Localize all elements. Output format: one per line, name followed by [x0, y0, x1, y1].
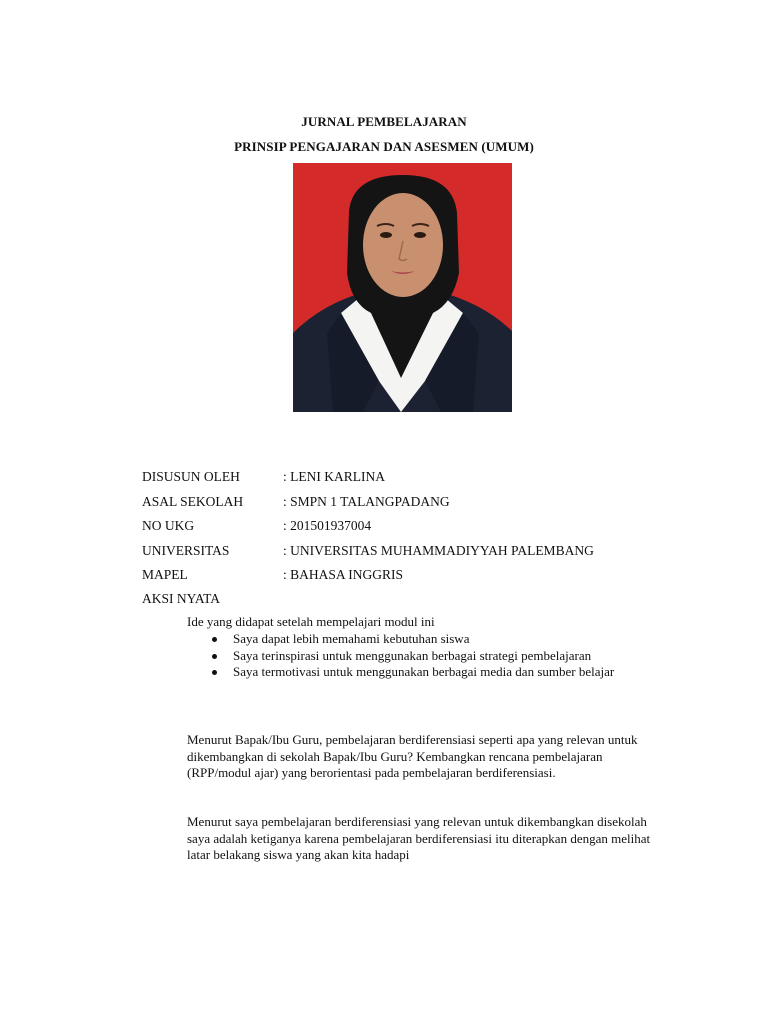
info-label: DISUSUN OLEH: [142, 469, 240, 484]
info-label: NO UKG: [142, 518, 195, 533]
list-item-text: Saya termotivasi untuk menggunakan berbagai media dan sumber belajar: [233, 664, 615, 679]
bullet-icon: [212, 670, 217, 675]
info-value: : UNIVERSITAS MUHAMMADIYYAH PALEMBANG: [283, 542, 594, 558]
question-paragraph: Menurut Bapak/Ibu Guru, pembelajaran berdiferensiasi seperti apa yang relevan untuk dikembangkan di sekolah Bapak/Ibu Guru? Kembangkan rencana pembelajaran (RPP/modul ajar) yang berorientasi pada pembelajaran berdiferensiasi.: [187, 732, 638, 780]
info-label: ASAL SEKOLAH: [142, 493, 244, 509]
info-value: : LENI KARLINA: [283, 469, 385, 484]
bullet-icon: [212, 654, 217, 659]
list-item: [187, 664, 647, 681]
profile-photo: [293, 163, 512, 412]
info-value: : BAHASA INGGRIS: [283, 567, 404, 582]
list-item: [187, 631, 647, 648]
list-item: [187, 648, 647, 665]
info-value: : 201501937004: [283, 518, 372, 533]
answer-paragraph: Menurut saya pembelajaran berdiferensiasi yang relevan untuk dikembangkan disekolah saya adalah ketiganya karena pembelajaran berdiferensiasi itu diterapkan dengan melihat latar belakang siswa yang akan kita hadapi: [187, 814, 651, 862]
idea-list: [187, 631, 647, 681]
intro-text: Ide yang didapat setelah mempelajari modul ini: [187, 614, 435, 629]
document-subtitle: PRINSIP PENGAJARAN DAN ASESMEN (UMUM): [234, 139, 534, 154]
info-value: : SMPN 1 TALANGPADANG: [283, 493, 450, 509]
bullet-icon: [212, 637, 217, 642]
list-item-text: Saya dapat lebih memahami kebutuhan siswa: [233, 631, 470, 646]
info-label: UNIVERSITAS: [142, 542, 230, 558]
document-title: JURNAL PEMBELAJARAN: [301, 114, 467, 129]
section-heading: AKSI NYATA: [142, 591, 221, 606]
list-item-text: Saya terinspirasi untuk menggunakan berbagai strategi pembelajaran: [233, 647, 592, 663]
info-label: MAPEL: [142, 567, 188, 582]
